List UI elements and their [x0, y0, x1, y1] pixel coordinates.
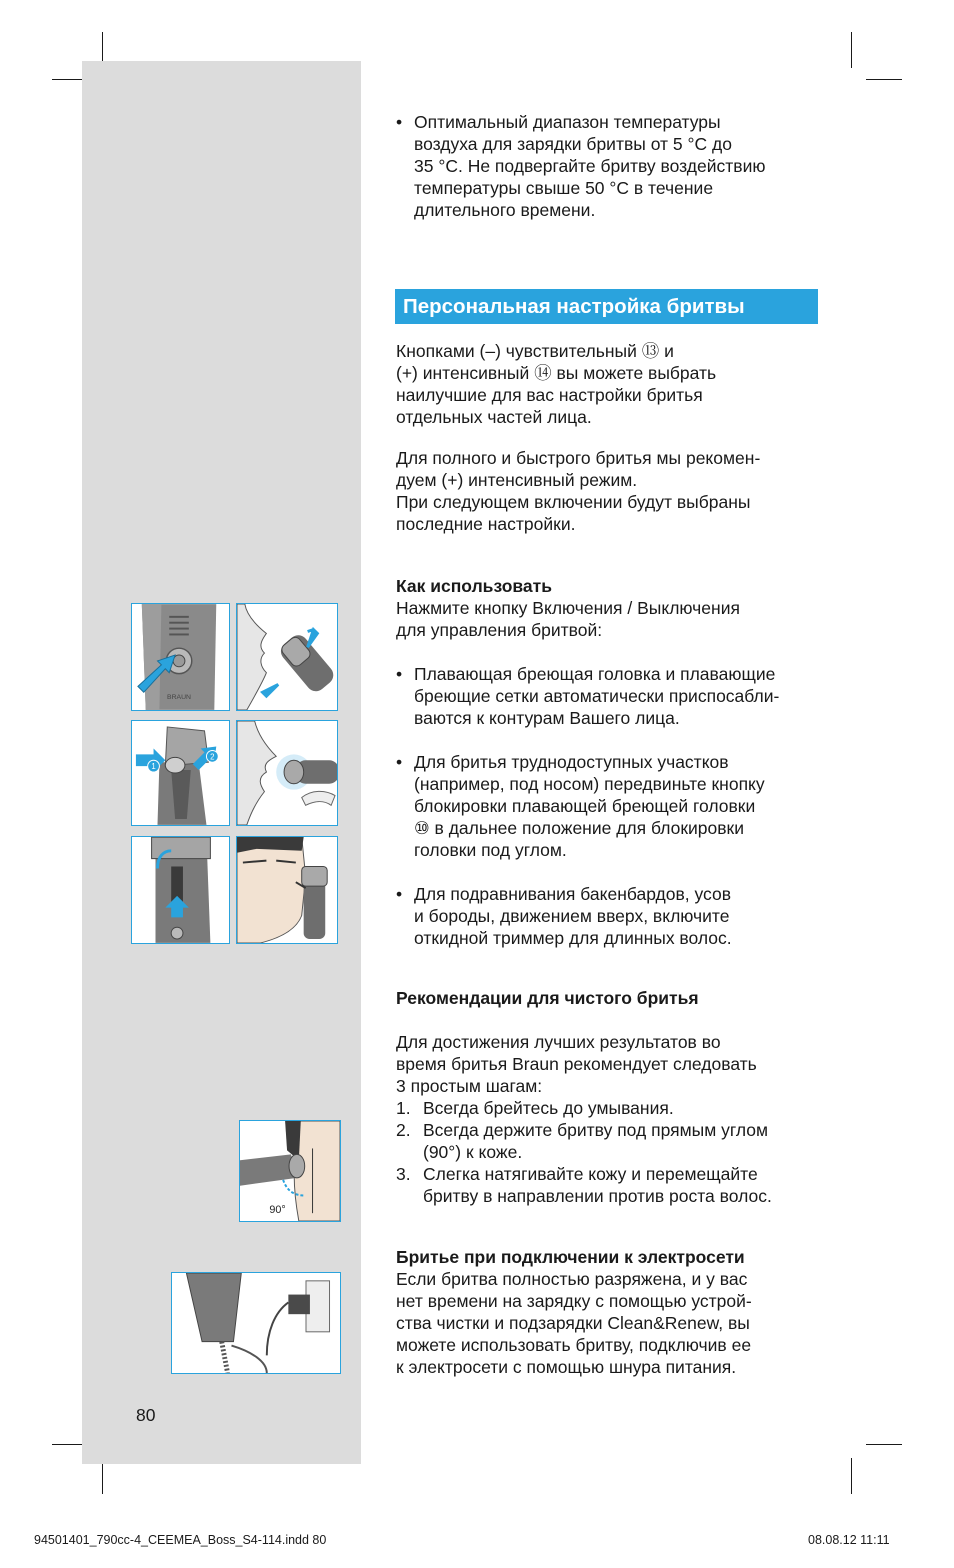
intro-line: отдельных частей лица.: [396, 407, 592, 427]
crop-mark: [851, 1458, 852, 1494]
recommend-line: последние настройки.: [396, 514, 576, 534]
how-to-use-line: Нажмите кнопку Включения / Выключения: [396, 598, 740, 618]
how-to-use-section: [396, 575, 816, 949]
step-item: 2. Всегда держите бритву под прямым углом (90°) к коже.: [396, 1120, 769, 1162]
crop-mark: [851, 32, 852, 68]
figure-shaver-power-button: [131, 603, 230, 711]
bullet-item: • Плавающая бреющая головка и плавающие бреющие сетки автоматически приспосабли- ваются к контурам Вашего лица.: [396, 663, 816, 729]
section-title: Персональная настройка бритвы: [395, 289, 818, 324]
recommend-line: Для полного и быстрого бритья мы рекомен-: [396, 448, 761, 468]
tips-section: [396, 987, 826, 1207]
intro-line: (+) интенсивный ⑭ вы можете выбрать: [396, 363, 717, 383]
tips-line: время бритья Braun рекомендует следовать: [396, 1054, 757, 1074]
how-to-use-line: для управления бритвой:: [396, 620, 603, 640]
figure-mains-cord: [171, 1272, 341, 1374]
brand-label: BRAUN: [167, 694, 192, 702]
under-nose-illustration: [237, 721, 337, 825]
figure-floating-head: [236, 603, 338, 711]
how-to-use-title: Как использовать: [396, 576, 552, 596]
angle-label: 90°: [269, 1204, 286, 1217]
figure-sideburns: [236, 836, 338, 944]
mains-cord-illustration: [172, 1273, 340, 1373]
intro-line: наилучшие для вас настройки бритья: [396, 385, 703, 405]
intro-line: Кнопками (–) чувствительный ⑬ и: [396, 341, 674, 361]
recommend-line: При следующем включении будут выбраны: [396, 492, 751, 512]
step-item: 3. Слегка натягивайте кожу и перемещайте бритву в направлении против роста волос.: [396, 1164, 772, 1206]
mains-line: можете использовать бритву, подключив ее: [396, 1335, 752, 1355]
recommend-line: дуем (+) интенсивный режим.: [396, 470, 638, 490]
bullet-item: • Для подравнивания бакенбардов, усов и бороды, движением вверх, включите откидной триммер для длинных волос.: [396, 883, 816, 949]
temperature-text: Оптимальный диапазон температуры воздуха для зарядки бритвы от 5 °C до 35 °C. Не подвергайте бритву воздействию температуры свыше 50 °C в течение длительного времени.: [414, 112, 766, 220]
tips-line: 3 простым шагам:: [396, 1076, 543, 1096]
shaver-front-illustration: [132, 604, 229, 710]
step-item: 1. Всегда брейтесь до умывания.: [396, 1098, 674, 1118]
crop-mark: [52, 1444, 82, 1445]
bullet-item: • Для бритья труднодоступных участков (например, под носом) передвиньте кнопку блокировки плавающей бреющей головки ⑩ в дальнее положение для блокировки головки под углом.: [396, 751, 816, 861]
trimmer-illustration: [132, 837, 229, 943]
figure-lock-switch: [131, 720, 230, 826]
face-contour-illustration: [237, 604, 337, 710]
mains-line: к электросети с помощью шнура питания.: [396, 1357, 737, 1377]
sideburns-illustration: [237, 837, 337, 943]
mains-title: Бритье при подключении к электросети: [396, 1247, 745, 1267]
crop-mark: [866, 1444, 902, 1445]
mains-line: ства чистки и подзарядки Clean&Renew, вы: [396, 1313, 750, 1333]
crop-mark: [52, 79, 82, 80]
temperature-paragraph: [396, 111, 816, 221]
page-number: 80: [136, 1405, 156, 1425]
mains-section: [396, 1246, 816, 1378]
figure-trimmer: [131, 836, 230, 944]
callout-1-label: 1: [151, 762, 156, 772]
mains-line: Если бритва полностью разряжена, и у вас: [396, 1269, 748, 1289]
figure-right-angle: [239, 1120, 341, 1222]
tips-title: Рекомендации для чистого бритья: [396, 988, 699, 1008]
footer-right: 08.08.12 11:11: [808, 1533, 890, 1547]
lock-switch-illustration: [132, 721, 229, 825]
figure-under-nose: [236, 720, 338, 826]
crop-mark: [866, 79, 902, 80]
footer-left: 94501401_790cc-4_CEEMEA_Boss_S4-114.indd 80: [34, 1533, 327, 1547]
right-angle-illustration: [240, 1121, 340, 1221]
intro-paragraph: [396, 340, 816, 428]
mains-line: нет времени на зарядку с помощью устрой-: [396, 1291, 752, 1311]
callout-2-label: 2: [210, 752, 215, 762]
tips-line: Для достижения лучших результатов во: [396, 1032, 721, 1052]
recommend-paragraph: [396, 447, 816, 535]
